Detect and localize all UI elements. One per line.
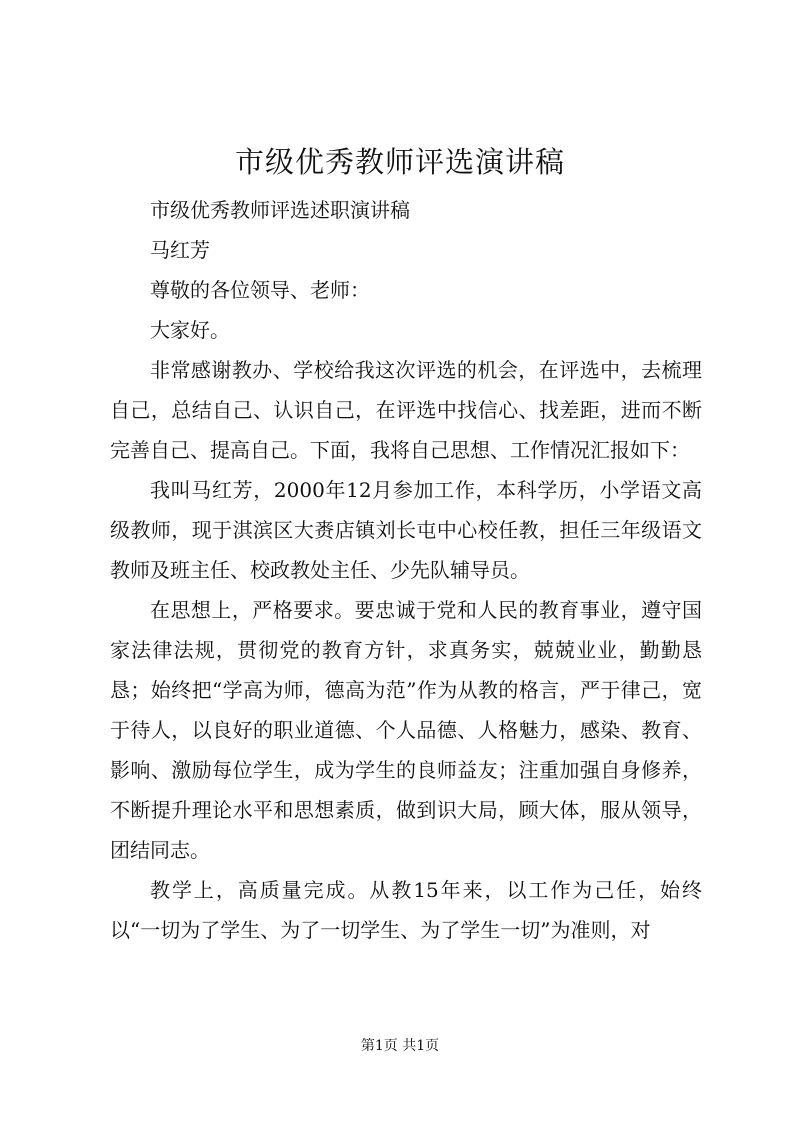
document-body: [110, 190, 702, 950]
teaching-paragraph: 教学上，高质量完成。从教15年来，以工作为己任，始终以“一切为了学生、为了一切学生、为了学生一切”为准则，对: [110, 878, 702, 942]
self-introduction-paragraph: 我叫马红芳，2000年12月参加工作，本科学历，小学语文高级教师，现于淇滨区大赉店镇刘长屯中心校任教，担任三年级语文教师及班主任、校政教处主任、少先队辅导员。: [110, 478, 702, 582]
subtitle-paragraph: 市级优秀教师评选述职演讲稿: [150, 198, 410, 222]
greeting-paragraph: 大家好。: [150, 318, 230, 342]
author-paragraph: 马红芳: [150, 238, 210, 262]
intro-paragraph: 非常感谢教办、学校给我这次评选的机会，在评选中，去梳理自己，总结自己、认识自己，在评选中找信心、找差距，进而不断完善自己、提高自己。下面，我将自己思想、工作情况汇报如下：: [110, 358, 702, 462]
page-footer: 第1页 共1页: [360, 1038, 440, 1054]
ideology-paragraph: 在思想上，严格要求。要忠诚于党和人民的教育事业，遵守国家法律法规，贯彻党的教育方针，求真务实，兢兢业业，勤勤恳恳；始终把“学高为师，德高为范”作为从教的格言，严于律己，宽于待人，以良好的职业道德、个人品德、人格魅力，感染、教育、影响、激励每位学生，成为学生的良师益友；注重加强自身修养，不断提升理论水平和思想素质，做到识大局，顾大体，服从领导，团结同志。: [110, 598, 702, 862]
salutation-paragraph: 尊敬的各位领导、老师：: [150, 278, 370, 302]
document-title: 市级优秀教师评选演讲稿: [234, 145, 565, 179]
